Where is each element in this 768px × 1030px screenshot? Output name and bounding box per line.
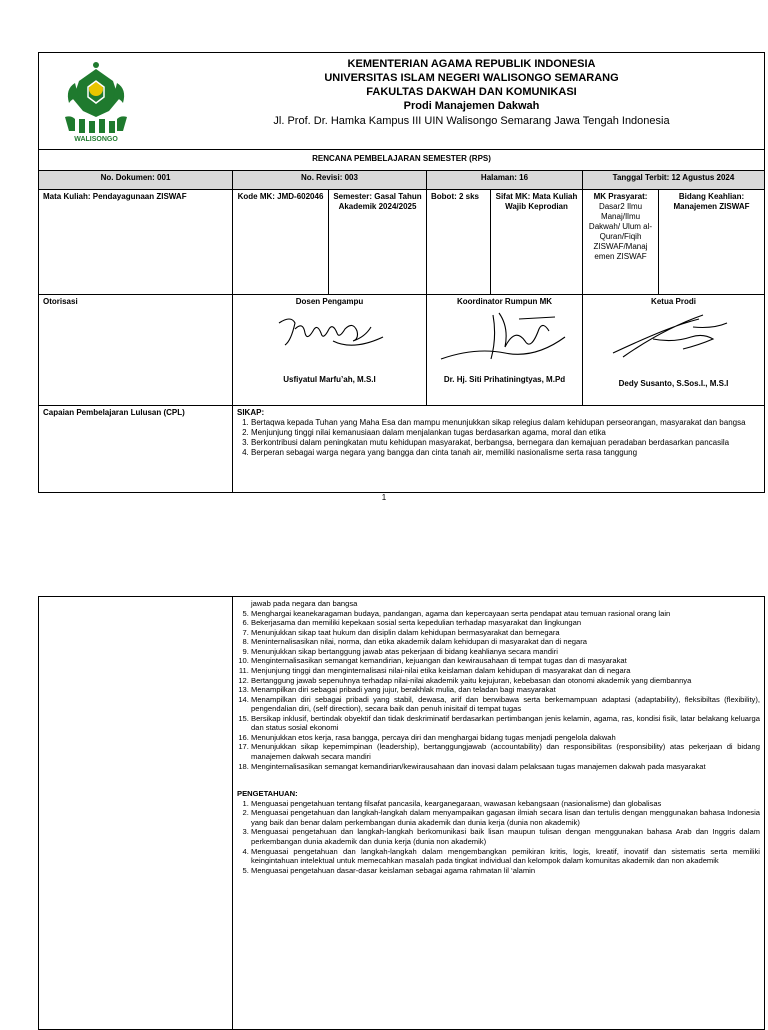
- list-item: 15. Bersikap inklusif, bertindak obyektif dan tidak deskriminatif berdasarkan pertimbangan jenis kelamin, agama, ras, kondisi fisik, latar belakang keluarga dan status sosial ekonomi: [251, 714, 760, 733]
- lecturer-name: Usfiyatul Marfu’ah, M.S.I: [283, 375, 376, 384]
- prerequisite: [583, 190, 659, 295]
- list-item: 10. Menginternalisasikan semangat kemandirian, kejuangan dan kewirausahaan di tempat tugas dan di masyarakat: [251, 656, 760, 666]
- list-item: 5. Menguasai pengetahuan dasar-dasar keislaman sebagai agama rahmatan lil ‘alamin: [251, 866, 760, 876]
- pengetahuan-list: [237, 799, 760, 876]
- document-page-2: [38, 596, 764, 1030]
- lecturer-label: Dosen Pengampu: [295, 297, 364, 306]
- list-item: 12. Bertanggung jawab sepenuhnya terhadap nilai-nilai akademik yaitu kejujuran, kebebasan dan otonomi akademik yang diembannya: [251, 676, 760, 686]
- list-item: 18. Menginternalisasikan semangat kemandirian/kewirausahaan dan inovasi dalam pelaksaan tugas manajemen dakwah pada masyarakat: [251, 762, 760, 772]
- cpl-content-page1: [233, 406, 765, 493]
- prerequisite-label: MK Prasyarat:: [593, 192, 648, 201]
- list-item: 16. Menunjukkan etos kerja, rasa bangga, percaya diri dan menghargai bidang tugas menjadi pengelola dakwah: [251, 733, 760, 743]
- pengetahuan-heading: PENGETAHUAN:: [237, 789, 298, 799]
- head-label: Ketua Prodi: [651, 297, 696, 306]
- list-item: 1. Menguasai pengetahuan tentang filsafat pancasila, kearganegaraan, wawasan kebangsaan (nasionalisme) dan globalisas: [251, 799, 760, 809]
- faculty-name: FAKULTAS DAKWAH DAN KOMUNIKASI: [366, 86, 577, 98]
- document-title: RENCANA PEMBELAJARAN SEMESTER (RPS): [39, 150, 765, 171]
- list-item: 9. Menunjukkan sikap bertanggung jawab atas pekerjaan di bidang keahlianya secara mandiri: [251, 647, 760, 657]
- list-item: 2. Menguasai pengetahuan dan langkah-langkah dalam menyampaikan gagasan ilmiah secara lisan dan tertulis dengan menggunakan bahasa Indonesia yang baik dan benar dalam perkembangan dunia akademik dan dunia kerja (dunia non akademik): [251, 808, 760, 827]
- rps-table: [38, 52, 765, 493]
- ministry-name: KEMENTERIAN AGAMA REPUBLIK INDONESIA: [347, 58, 596, 70]
- letterhead-text: [189, 57, 754, 129]
- doc-number: No. Dokumen: 001: [39, 171, 233, 190]
- sikap-4-continued: jawab pada negara dan bangsa: [251, 599, 358, 608]
- expertise-field: Bidang Keahlian: Manajemen ZISWAF: [659, 190, 765, 295]
- list-item: 4. Berperan sebagai warga negara yang bangga dan cinta tanah air, memiliki nasionalisme serta rasa tanggung: [251, 448, 760, 458]
- issue-date: Tanggal Terbit: 12 Agustus 2024: [583, 171, 765, 190]
- coordinator-cell: [427, 295, 583, 406]
- cpl-content-page2: [233, 597, 765, 1030]
- program-name: Prodi Manajemen Dakwah: [403, 100, 540, 112]
- sikap-heading: SIKAP:: [237, 408, 265, 417]
- list-item: 13. Menampilkan diri sebagai pribadi yang jujur, berakhlak mulia, dan teladan bagi masyarakat: [251, 685, 760, 695]
- authorization-label: Otorisasi: [39, 295, 233, 406]
- head-cell: [583, 295, 765, 406]
- list-item: 2. Menjunjung tinggi nilai kemanusiaan dalam menjalankan tugas berdasarkan agama, moral dan etika: [251, 428, 760, 438]
- list-item: 7. Menunjukkan sikap taat hukum dan disiplin dalam kehidupan bermasyarakat dan bernegara: [251, 628, 760, 638]
- coordinator-name: Dr. Hj. Siti Prihatiningtyas, M.Pd: [443, 375, 566, 384]
- sikap-list-page2: [237, 609, 760, 772]
- list-item: 11. Menjunjung tinggi dan menginternalisasi nilai-nilai etika keislaman dalam kehidupan di masyarakat dan di negara: [251, 666, 760, 676]
- coordinator-signature: [435, 307, 575, 371]
- rps-table-continued: [38, 596, 765, 1030]
- letterhead: [39, 53, 765, 150]
- list-item: 1. Bertaqwa kepada Tuhan yang Maha Esa dan mampu menunjukkan sikap relegius dalam kehidupan perseorangan, masyarakat dan bangsa: [251, 418, 760, 428]
- list-item: 14. Menampilkan diri sebagai pribadi yang stabil, dewasa, arif dan berwibawa serta berkemampuan adaptasi (adaptability), fleksibiltas (flexibility), pengendalian diri, (self direction), secara baik dan penuh inisitaif di tempat tugas: [251, 695, 760, 714]
- coordinator-label: Koordinator Rumpun MK: [456, 297, 553, 306]
- list-item: 17. Menunjukkan sikap kepemimpinan (leadership), bertanggungjawab (accountability) dan responsibilitas (responsibility) atas pekerjaan di bidang manajemen dakwah secara mandiri: [251, 742, 760, 761]
- list-item: 3. Menguasai pengetahuan dan langkah-langkah berkomunikasi baik lisan maupun tulisan dengan menggunakan bahasa Arab dan Inggris dalam perkembangan dunia akademik dan dunia kerja (dunia non akademik): [251, 827, 760, 846]
- svg-text:WALISONGO: WALISONGO: [74, 136, 118, 143]
- document-page-1: [38, 52, 764, 493]
- course-type: Sifat MK: Mata Kuliah Wajib Keprodian: [491, 190, 583, 295]
- cpl-label: Capaian Pembelajaran Lulusan (CPL): [39, 406, 233, 493]
- head-signature: [603, 309, 743, 365]
- head-name: Dedy Susanto, S.Sos.I., M.S.I: [618, 379, 729, 388]
- university-name: UNIVERSITAS ISLAM NEGERI WALISONGO SEMARANG: [324, 72, 619, 84]
- course-name: Mata Kuliah: Pendayagunaan ZISWAF: [39, 190, 233, 295]
- list-item: 4. Menguasai pengetahuan dan langkah-langkah dalam mengembangkan pemikiran kritis, logis, kreatif, inovatif dan sistematis serta memiliki keingintahuan intelektual untuk memecahkan masalah pada tingkat individual dan kelompok dalam komunitas akademik dan non akademik: [251, 847, 760, 866]
- lecturer-cell: [233, 295, 427, 406]
- page-count: Halaman: 16: [427, 171, 583, 190]
- cpl-label-continued: [39, 597, 233, 1030]
- page-number: 1: [381, 493, 387, 502]
- list-item: 6. Bekerjasama dan memiliki kepekaan sosial serta kepedulian terhadap masyarakat dan lingkungan: [251, 618, 760, 628]
- semester: Semester: Gasal Tahun Akademik 2024/2025: [329, 190, 427, 295]
- credits: Bobot: 2 sks: [427, 190, 491, 295]
- course-code: Kode MK: JMD-602046: [233, 190, 329, 295]
- revision-number: No. Revisi: 003: [233, 171, 427, 190]
- prerequisite-value: Dasar2 Ilmu Manaj/Ilmu Dakwah/ Ulum al-Quran/Fiqih ZISWAF/Manaj emen ZISWAF: [588, 202, 653, 261]
- address: Jl. Prof. Dr. Hamka Kampus III UIN Walisongo Semarang Jawa Tengah Indonesia: [273, 115, 670, 127]
- list-item: 8. Meninternalisasikan nilai, norma, dan etika akademik dalam kehidupan di masyarakat dan di negara: [251, 637, 760, 647]
- lecturer-signature: [273, 311, 393, 357]
- list-item: 3. Berkontribusi dalam peningkatan mutu kehidupan masyarakat, berbangsa, bernegara dan kemajuan peradaban berdasarkan pancasila: [251, 438, 760, 448]
- uin-walisongo-logo: [61, 59, 131, 143]
- list-item: 5. Menghargai keanekaragaman budaya, pandangan, agama dan kepercayaan serta pendapat atau temuan rasional orang lain: [251, 609, 760, 619]
- sikap-list-page1: [237, 418, 760, 458]
